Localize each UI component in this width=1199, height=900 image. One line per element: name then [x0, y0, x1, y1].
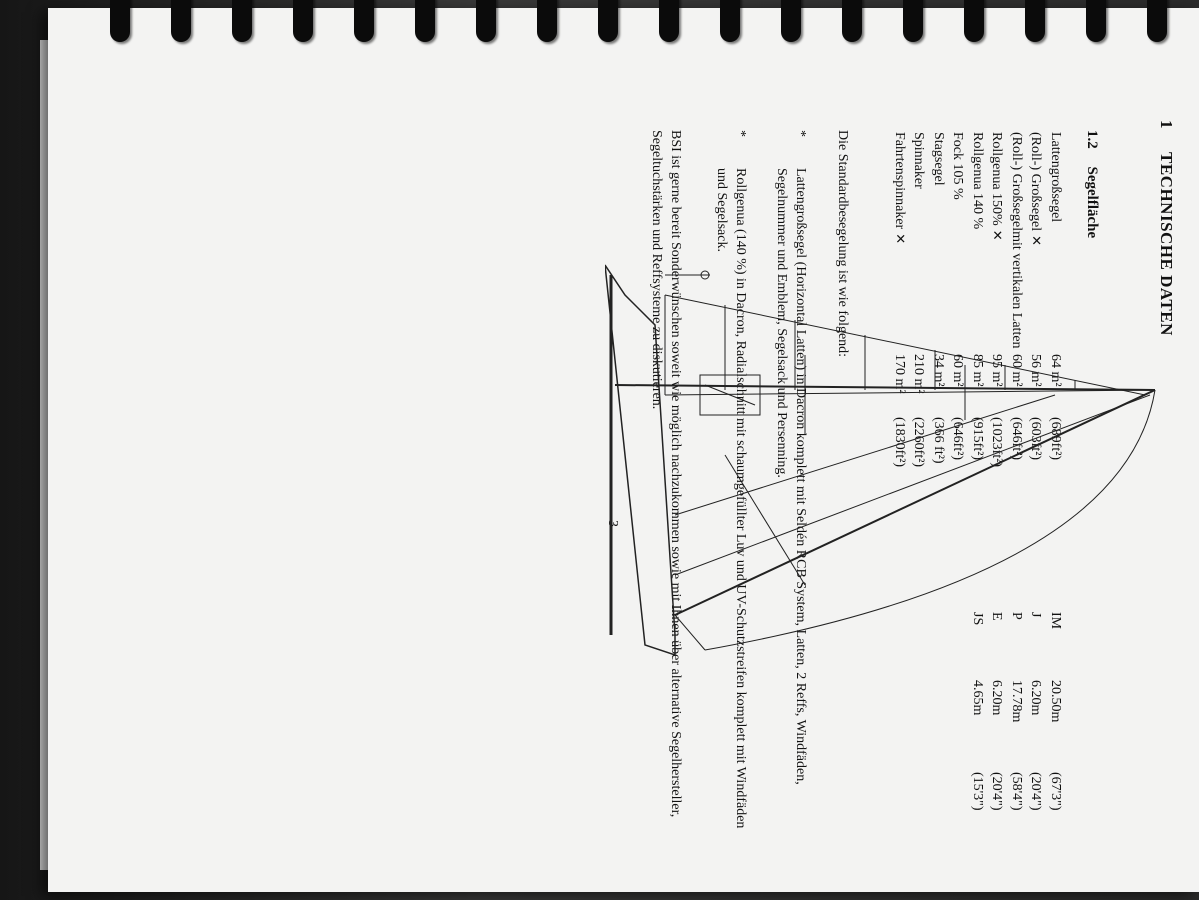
bullet-star: * [793, 130, 808, 137]
section-heading [1083, 130, 1100, 238]
bullet-star: * [733, 130, 748, 137]
mainsail-leech [665, 295, 1145, 395]
sail-name: (Roll-) Großsegelmit vertikalen Latten [1009, 132, 1024, 349]
dimension-metric: 4.65m [970, 680, 985, 716]
sail-area: 85 m² [970, 354, 985, 387]
binding-ring [903, 0, 923, 42]
backstay [665, 390, 1155, 395]
bullet-text: Rollgenua (140 %) in Dacron, Radialschnitt mit schaumgefüllter Luv und UV-Schutzstreifen komplett mit Windfäden und Segelsack. [714, 168, 748, 829]
dimension-imperial: (67'3") [1048, 772, 1063, 811]
rotated-content-area [60, 80, 1199, 900]
sail-area-ft: (915ft²) [970, 417, 985, 461]
binding-ring [1086, 0, 1106, 42]
sail-area-ft: (646ft²) [1009, 417, 1024, 461]
chapter-title: TECHNISCHE DATEN [1157, 152, 1176, 336]
dimension-imperial: (20'4") [1028, 772, 1044, 811]
dimension-code: JS [970, 612, 985, 626]
sail-area: 170 m² [892, 354, 907, 394]
binding-ring [1147, 0, 1167, 42]
binding-ring [293, 0, 313, 42]
binding-ring [598, 0, 618, 42]
cross-mark-icon: ✕ [989, 229, 1005, 241]
dimension-code: P [1009, 612, 1024, 620]
dimension-metric: 20.50m [1048, 680, 1063, 723]
dimension-metric: 6.20m [989, 680, 1005, 716]
sail-name: Rollgenua 150% [989, 132, 1005, 226]
genua-luff [675, 390, 1155, 618]
binding-ring [537, 0, 557, 42]
genua-foot [675, 615, 705, 650]
sail-area: 34 m² [931, 354, 946, 387]
section-title: Segelfläche [1084, 166, 1100, 239]
binding-ring [720, 0, 740, 42]
sail-name: (Roll-) Großsegel [1028, 132, 1044, 232]
sail-area-ft: (1830ft²) [892, 417, 907, 468]
sail-name: Fahrtenspinnaker [892, 132, 907, 230]
section-number: 1.2 [1084, 130, 1100, 149]
sail-area-ft: (1023ft²) [989, 417, 1005, 468]
dimension-code: IM [1048, 612, 1063, 630]
binding-ring [110, 0, 130, 42]
sail-area-ft: (2260ft²) [911, 417, 927, 468]
chapter-number: 1 [1157, 120, 1176, 129]
binding-ring [415, 0, 435, 42]
sail-name: Fock 105 % [950, 132, 966, 200]
dimension-code: J [1028, 612, 1044, 618]
sail-area: 60 m² [950, 354, 966, 387]
cross-mark-icon: ✕ [892, 233, 907, 245]
sail-area: 60 m² [1009, 354, 1024, 387]
sail-area-ft: (646ft²) [950, 417, 966, 461]
dimension-imperial: (15'3") [970, 772, 985, 811]
closing-paragraph: BSI ist gerne bereit Sonderwünschen soweit wie möglich nachzukommen sowie mit Ihnen über alternative Segelhersteller, Segeltuchstärken und Reffsysteme zu diskutieren. [649, 130, 683, 818]
page-number: 3 [605, 520, 620, 527]
sail-area-ft: (603ft²) [1028, 417, 1044, 461]
sail-name: Lattengroßsegel [1048, 132, 1063, 223]
binding-ring [842, 0, 862, 42]
sail-area: 64 m² [1048, 354, 1063, 387]
sail-area: 56 m² [1028, 354, 1044, 387]
binding-ring [476, 0, 496, 42]
sail-name: Rollgenua 140 % [970, 132, 985, 230]
bullet-text: Lattengroßsegel (Horizontal Latten) in Dacron komplett mit Seldén RCB System, Latten, 2 Reffs, Windfäden, Segelnummer und Emblem, Segelsack und Persenning. [774, 168, 808, 785]
binding-ring [781, 0, 801, 42]
binding-ring [1025, 0, 1045, 42]
spiral-binding [100, 0, 1199, 56]
inner-stay [675, 395, 1055, 515]
binding-ring [232, 0, 252, 42]
inner-stay [675, 395, 1150, 575]
sail-area: 210 m² [911, 354, 927, 394]
standard-sails-intro: Die Standardbesegelung ist wie folgend: [835, 130, 850, 358]
sail-area: 95 m² [989, 354, 1005, 387]
genua-leech [705, 390, 1155, 650]
binding-ring [171, 0, 191, 42]
dimension-metric: 17.78m [1009, 680, 1024, 723]
sail-area-ft: (689ft²) [1048, 417, 1063, 461]
dimension-code: E [989, 612, 1005, 621]
staysail-edge [725, 455, 805, 585]
sail-name: Stagsegel [931, 132, 946, 186]
dimension-imperial: (58'4") [1009, 772, 1024, 811]
sail-area-ft: (366 ft²) [931, 417, 946, 464]
binding-ring [964, 0, 984, 42]
sail-plan-drawing [605, 255, 1165, 675]
dimension-imperial: (20'4") [989, 772, 1005, 811]
sail-name: Spinnaker [911, 132, 927, 189]
mast-line [615, 385, 1155, 390]
binding-ring [354, 0, 374, 42]
cross-mark-icon: ✕ [1028, 235, 1044, 247]
binding-ring [659, 0, 679, 42]
dimension-metric: 6.20m [1028, 680, 1044, 716]
